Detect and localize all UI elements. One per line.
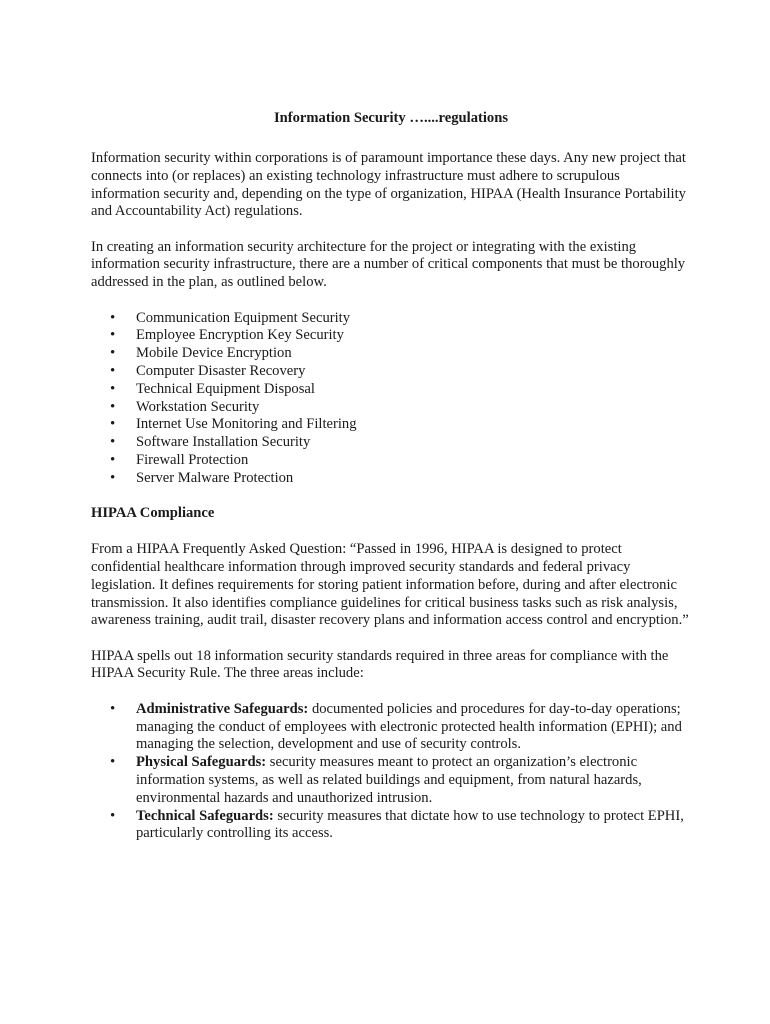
safeguard-text: documented policies and procedures for day-to-day operations; managing the conduct of employees with electronic protected health information (EPHI); and managing the selection, development and use of security controls. [136, 700, 682, 753]
faq-paragraph: From a HIPAA Frequently Asked Question: “Passed in 1996, HIPAA is designed to protect confidential healthcare information through improved security standards and federal privacy legislation. It defines requirements for storing patient information before, during and after electronic transmission. It also identifies compliance guidelines for critical business tasks such as risk analysis, awareness training, audit trail, disaster recovery plans and information access control and encryption.” [91, 541, 689, 629]
list-item: • Server Malware Protection [91, 470, 691, 488]
list-item: • Employee Encryption Key Security [91, 327, 691, 345]
list-item: • Mobile Device Encryption [91, 345, 691, 363]
document-page [91, 108, 691, 861]
document-title: Information Security …....regulations [273, 110, 509, 126]
safeguard-label: Administrative Safeguards: [136, 700, 309, 717]
list-item: • Communication Equipment Security [91, 310, 691, 328]
architecture-paragraph: In creating an information security architecture for the project or integrating with the existing information security infrastructure, there are a number of critical components that must be thoroughly addressed in the plan, as outlined below. [91, 238, 686, 291]
list-item: • Technical Equipment Disposal [91, 381, 691, 399]
safeguards-list [91, 701, 691, 843]
safeguard-physical [91, 754, 691, 807]
list-item: • Software Installation Security [91, 434, 691, 452]
safeguard-administrative [91, 701, 691, 754]
safeguard-label: Physical Safeguards: [136, 754, 267, 771]
list-item: • Internet Use Monitoring and Filtering [91, 416, 691, 434]
standards-paragraph: HIPAA spells out 18 information security standards required in three areas for compliance with the HIPAA Security Rule. The three areas include: [91, 647, 669, 682]
list-item: • Firewall Protection [91, 452, 691, 470]
hipaa-compliance-heading: HIPAA Compliance [91, 505, 215, 522]
safeguard-text: security measures meant to protect an organization’s electronic information systems, as well as related buildings and equipment, from natural hazards, environmental hazards and unauthorized intrusion. [136, 754, 642, 806]
safeguard-label: Technical Safeguards: [136, 807, 274, 824]
components-list [91, 310, 691, 488]
list-item: • Computer Disaster Recovery [91, 363, 691, 381]
safeguard-text: security measures that dictate how to use technology to protect EPHI, particularly controlling its access. [136, 807, 684, 842]
list-item: • Workstation Security [91, 399, 691, 417]
safeguard-technical [91, 808, 691, 844]
intro-paragraph: Information security within corporations is of paramount importance these days. Any new project that connects into (or replaces) an existing technology infrastructure must adhere to scrupulous information security and, depending on the type of organization, HIPAA (Health Insurance Portability and Accountability Act) regulations. [91, 150, 686, 220]
